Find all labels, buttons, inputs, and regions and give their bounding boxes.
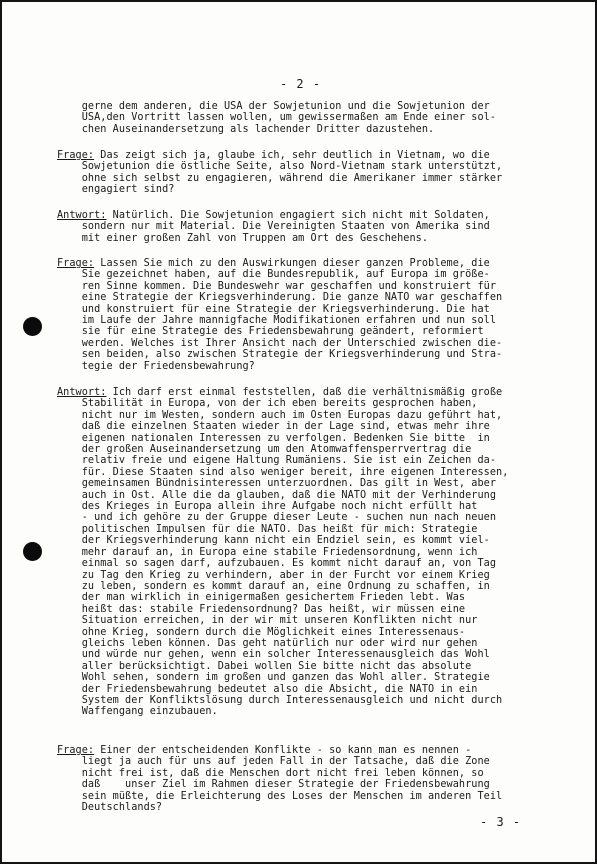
text-line: Sie gezeichnet haben, auf die Bundesrepublik, auf Europa im größe- — [57, 269, 490, 281]
text-line: Frage: Lassen Sie mich zu den Auswirkungen dieser ganzen Probleme, die — [57, 258, 490, 269]
text-line: gemeinsamen Bündnisinteressen unterzuordnen. Das gilt in West, aber — [57, 478, 497, 490]
text-line: zu leben, sondern es kommt darauf an, eine Ordnung zu schaffen, in — [57, 580, 490, 592]
text-line: ohne sich selbst zu engagieren, während die Amerikaner immer stärker — [57, 172, 503, 184]
text-line: und würde nur gehen, wenn ein solcher Interessenausgleich das Wohl — [57, 649, 490, 661]
text-line: der Kriegsverhinderung kann nicht ein Endziel sein, es kommt viel- — [57, 535, 490, 547]
text-line: USA,den Vortritt lassen wollen, um gewissermaßen am Ende einer sol- — [57, 112, 497, 124]
text-line: daß die einzelnen Staaten wieder in der Lage sind, etwas mehr ihre — [57, 421, 490, 433]
text-line: werden. Welches ist Ihrer Ansicht nach der Unterschied zwischen die- — [57, 337, 503, 349]
text-line: daß unser Ziel im Rahmen dieser Strategie der Friedensbewahrung — [57, 779, 490, 791]
text-line: Stabilität in Europa, von der ich eben bereits gesprochen haben, — [57, 398, 478, 410]
text-line: Frage: Einer der entscheidenden Konflikte - so kann man es nennen - — [57, 745, 472, 756]
text-line: ohne Krieg, sondern durch die Möglichkeit eines Interessenaus- — [57, 626, 466, 638]
text-line: gleichs leben können. Das geht natürlich nur oder wird nur gehen — [57, 637, 478, 649]
text-line: relativ freie und eigene Haltung Rumäniens. Sie ist ein Zeichen da- — [57, 455, 497, 467]
text-line: chen Auseinandersetzung als lachender Dritter dazustehen. — [57, 123, 435, 135]
text-line: heißt das: stabile Friedensordnung? Das heißt, wir müssen eine — [57, 603, 466, 615]
text-line: der Friedensbewahrung bedeutet also die Absicht, die NATO in ein — [57, 683, 478, 695]
punch-hole — [23, 542, 42, 561]
text-line: System der Konfliktslösung durch Interessenausgleich und nicht durch — [57, 694, 503, 706]
text-line: Situation erreichen, in der wir mit unseren Konflikten nicht nur — [57, 615, 478, 627]
text-line: - und ich gehöre zu der Gruppe dieser Leute - suchen nun nach neuen — [57, 512, 497, 524]
text-line: politischen Impulsen für die NATO. Das heißt für mich: Strategie — [57, 523, 478, 535]
text-line: aller berücksichtigt. Dabei wollen Sie bitte nicht das absolute — [57, 660, 472, 672]
answer-block — [57, 210, 567, 244]
speaker-label: Frage: — [57, 150, 95, 161]
answer-block — [57, 387, 567, 718]
speaker-label: Frage: — [57, 258, 95, 269]
text-line: eine Strategie der Kriegsverhinderung. Die ganze NATO war geschaffen — [57, 292, 503, 304]
text-line: engagiert sind? — [57, 184, 175, 196]
speaker-label: Antwort: — [57, 210, 107, 221]
paragraph-continuation — [57, 101, 567, 135]
text-line: nicht nur im Westen, sondern auch im Osten Europas dazu geführt hat, — [57, 409, 503, 421]
text-line: mit einer großen Zahl von Truppen am Ort des Geschehens. — [57, 232, 429, 244]
text-line: Antwort: Natürlich. Die Sowjetunion engagiert sich nicht mit Soldaten, — [57, 210, 490, 221]
text-line: Sowjetunion die östliche Seite, also Nord-Vietnam stark unterstützt, — [57, 161, 503, 173]
question-block — [57, 258, 567, 372]
text-line: mehr darauf an, in Europa eine stabile Friedensordnung, wenn ich — [57, 546, 478, 558]
text-line: sen beiden, also zwischen Strategie der Kriegsverhinderung und Stra- — [57, 349, 503, 361]
text-line: Frage: Das zeigt sich ja, glaube ich, sehr deutlich in Vietnam, wo die — [57, 150, 490, 161]
speaker-label: Antwort: — [57, 387, 107, 398]
text-line: der großen Auseinandersetzung um den Atomwaffensperrvertrag die — [57, 444, 472, 456]
text-line: für. Diese Staaten sind also weniger bereit, ihre eigenen Interessen, — [57, 466, 509, 478]
next-page-marker: - 3 - — [480, 815, 522, 829]
text-line: sondern nur mit Material. Die Vereinigten Staaten von Amerika sind — [57, 221, 490, 233]
text-line: sie für eine Strategie des Friedensbewahrung geändert, reformiert — [57, 326, 484, 338]
text-line: und konstruiert für eine Strategie der Kriegsverhinderung. Die hat — [57, 303, 490, 315]
text-line: ren Sinne kommen. Die Bundeswehr war geschaffen und konstruiert für — [57, 280, 497, 292]
page-number: - 2 - — [279, 77, 322, 91]
text-line: auch in Ost. Alle die da glauben, daß die NATO mit der Verhinderung — [57, 489, 497, 501]
speaker-label: Frage: — [57, 745, 95, 756]
text-line: eigenen nationalen Interessen zu verfolgen. Bedenken Sie bitte in — [57, 432, 490, 444]
text-line: einmal so sagen darf, aufzubauen. Es kommt nicht darauf an, von Tag — [57, 558, 497, 570]
text-line: Antwort: Ich darf erst einmal feststellen, daß die verhältnismäßig große — [57, 387, 503, 398]
text-line: tegie der Friedensbewahrung? — [57, 360, 255, 372]
text-line: der man wirklich in einigermaßen gesichertem Frieden lebt. Was — [57, 592, 466, 604]
question-block — [57, 150, 567, 196]
text-line: nicht frei ist, daß die Menschen dort nicht frei leben können, so — [57, 767, 484, 779]
text-line: Waffengang einzubauen. — [57, 706, 218, 718]
text-line: zu Tag den Krieg zu verhindern, aber in der Furcht vor einem Krieg — [57, 569, 490, 581]
text-line: gerne dem anderen, die USA der Sowjetunion und die Sowjetunion der — [57, 101, 490, 112]
text-line: Deutschlands? — [57, 802, 163, 814]
text-line: des Krieges in Europa allein ihre Aufgabe noch nicht erfüllt hat — [57, 501, 478, 513]
punch-hole — [23, 317, 42, 336]
text-line: sein müßte, die Erleichterung des Loses der Menschen im anderen Teil — [57, 790, 503, 802]
text-line: Wohl sehen, sondern im großen und ganzen das Wohl aller. Strategie — [57, 672, 490, 684]
question-block — [57, 745, 567, 813]
text-line: liegt ja auch für uns auf jeden Fall in der Tatsache, daß die Zone — [57, 756, 490, 768]
text-line: im Laufe der Jahre mannigfache Modifikationen erfahren und nun soll — [57, 315, 497, 327]
